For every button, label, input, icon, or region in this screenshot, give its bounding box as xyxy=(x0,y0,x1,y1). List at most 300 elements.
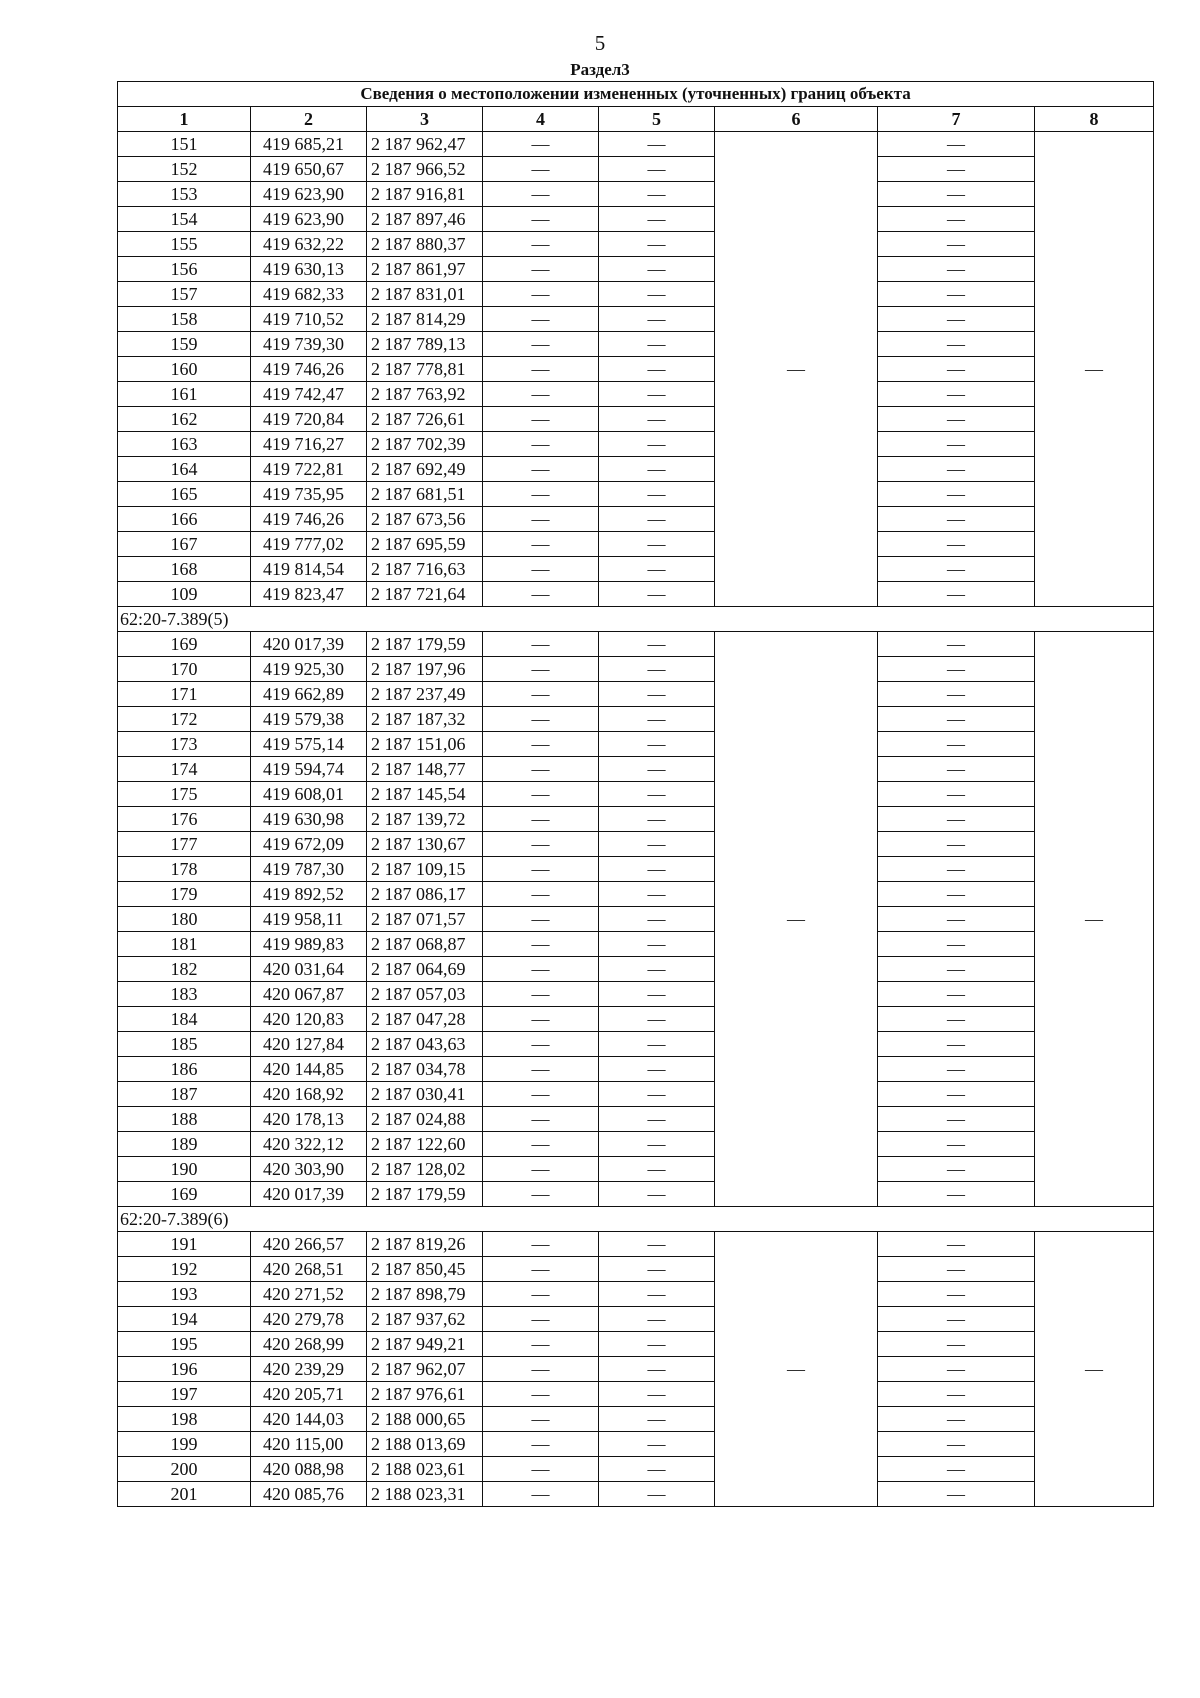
coord-y-cell: 2 187 897,46 xyxy=(367,207,483,232)
table-row xyxy=(118,707,1154,732)
col5-dash-cell: — xyxy=(599,1232,715,1257)
col4-dash-cell: — xyxy=(483,282,599,307)
col5-dash-cell: — xyxy=(599,857,715,882)
table-row xyxy=(118,932,1154,957)
point-number-cell: 171 xyxy=(118,682,251,707)
point-number-cell: 152 xyxy=(118,157,251,182)
coord-x-cell: 419 735,95 xyxy=(251,482,367,507)
col5-dash-cell: — xyxy=(599,957,715,982)
coord-x-cell: 419 787,30 xyxy=(251,857,367,882)
table-row xyxy=(118,432,1154,457)
point-number-cell: 174 xyxy=(118,757,251,782)
col7-dash-cell: — xyxy=(878,707,1035,732)
point-number-cell: 173 xyxy=(118,732,251,757)
table-row xyxy=(118,832,1154,857)
point-number-cell: 187 xyxy=(118,1082,251,1107)
col4-dash-cell: — xyxy=(483,532,599,557)
col7-dash-cell: — xyxy=(878,782,1035,807)
col5-dash-cell: — xyxy=(599,257,715,282)
col7-dash-cell: — xyxy=(878,132,1035,157)
col5-dash-cell: — xyxy=(599,882,715,907)
point-number-cell: 154 xyxy=(118,207,251,232)
point-number-cell: 182 xyxy=(118,957,251,982)
col7-dash-cell: — xyxy=(878,582,1035,607)
point-number-cell: 165 xyxy=(118,482,251,507)
col7-dash-cell: — xyxy=(878,482,1035,507)
coord-x-cell: 419 989,83 xyxy=(251,932,367,957)
col4-dash-cell: — xyxy=(483,257,599,282)
coord-y-cell: 2 187 681,51 xyxy=(367,482,483,507)
col7-dash-cell: — xyxy=(878,407,1035,432)
coord-x-cell: 419 630,13 xyxy=(251,257,367,282)
col5-dash-cell: — xyxy=(599,157,715,182)
col4-dash-cell: — xyxy=(483,732,599,757)
coord-x-cell: 419 925,30 xyxy=(251,657,367,682)
col5-dash-cell: — xyxy=(599,432,715,457)
coord-y-cell: 2 187 024,88 xyxy=(367,1107,483,1132)
coord-x-cell: 419 632,22 xyxy=(251,232,367,257)
table-row xyxy=(118,1157,1154,1182)
point-number-cell: 189 xyxy=(118,1132,251,1157)
col7-dash-cell: — xyxy=(878,1407,1035,1432)
col4-dash-cell: — xyxy=(483,682,599,707)
table-row xyxy=(118,757,1154,782)
coord-x-cell: 420 279,78 xyxy=(251,1307,367,1332)
table-row xyxy=(118,282,1154,307)
point-number-cell: 178 xyxy=(118,857,251,882)
col7-dash-cell: — xyxy=(878,1107,1035,1132)
col4-dash-cell: — xyxy=(483,1332,599,1357)
col4-dash-cell: — xyxy=(483,307,599,332)
col7-dash-cell: — xyxy=(878,232,1035,257)
col7-dash-cell: — xyxy=(878,1257,1035,1282)
col7-dash-cell: — xyxy=(878,1057,1035,1082)
col5-dash-cell: — xyxy=(599,732,715,757)
table-row xyxy=(118,782,1154,807)
coord-x-cell: 419 746,26 xyxy=(251,357,367,382)
col8-merged-cell: — xyxy=(1035,632,1154,1207)
coord-y-cell: 2 187 861,97 xyxy=(367,257,483,282)
coord-y-cell: 2 187 197,96 xyxy=(367,657,483,682)
coord-y-cell: 2 187 880,37 xyxy=(367,232,483,257)
boundary-coordinates-table xyxy=(117,81,1154,1507)
col5-dash-cell: — xyxy=(599,1307,715,1332)
point-number-cell: 151 xyxy=(118,132,251,157)
coord-y-cell: 2 187 179,59 xyxy=(367,1182,483,1207)
col4-dash-cell: — xyxy=(483,1082,599,1107)
col5-dash-cell: — xyxy=(599,282,715,307)
coord-y-cell: 2 187 916,81 xyxy=(367,182,483,207)
coord-x-cell: 419 594,74 xyxy=(251,757,367,782)
table-row xyxy=(118,482,1154,507)
table-row xyxy=(118,507,1154,532)
coord-y-cell: 2 187 086,17 xyxy=(367,882,483,907)
coord-x-cell: 420 144,85 xyxy=(251,1057,367,1082)
col4-dash-cell: — xyxy=(483,1407,599,1432)
col5-dash-cell: — xyxy=(599,1182,715,1207)
col4-dash-cell: — xyxy=(483,1007,599,1032)
table-row xyxy=(118,882,1154,907)
coord-x-cell: 419 958,11 xyxy=(251,907,367,932)
coord-y-cell: 2 188 013,69 xyxy=(367,1432,483,1457)
coord-y-cell: 2 187 068,87 xyxy=(367,932,483,957)
col4-dash-cell: — xyxy=(483,707,599,732)
col4-dash-cell: — xyxy=(483,1032,599,1057)
coord-y-cell: 2 188 000,65 xyxy=(367,1407,483,1432)
table-row xyxy=(118,907,1154,932)
point-number-cell: 160 xyxy=(118,357,251,382)
coord-x-cell: 420 115,00 xyxy=(251,1432,367,1457)
col5-dash-cell: — xyxy=(599,1132,715,1157)
col5-dash-cell: — xyxy=(599,1457,715,1482)
coord-y-cell: 2 187 179,59 xyxy=(367,632,483,657)
coord-x-cell: 419 685,21 xyxy=(251,132,367,157)
col4-dash-cell: — xyxy=(483,482,599,507)
point-number-cell: 175 xyxy=(118,782,251,807)
table-row xyxy=(118,182,1154,207)
table-row xyxy=(118,232,1154,257)
col7-dash-cell: — xyxy=(878,1007,1035,1032)
col4-dash-cell: — xyxy=(483,332,599,357)
coord-x-cell: 420 120,83 xyxy=(251,1007,367,1032)
point-number-cell: 169 xyxy=(118,1182,251,1207)
column-header-row xyxy=(118,107,1154,132)
col5-dash-cell: — xyxy=(599,1257,715,1282)
col7-dash-cell: — xyxy=(878,1032,1035,1057)
coord-x-cell: 419 823,47 xyxy=(251,582,367,607)
point-number-cell: 195 xyxy=(118,1332,251,1357)
coord-x-cell: 419 814,54 xyxy=(251,557,367,582)
col7-dash-cell: — xyxy=(878,257,1035,282)
coord-y-cell: 2 187 148,77 xyxy=(367,757,483,782)
point-number-cell: 158 xyxy=(118,307,251,332)
column-header-5: 5 xyxy=(599,107,715,132)
coord-x-cell: 419 623,90 xyxy=(251,182,367,207)
table-row xyxy=(118,1307,1154,1332)
col7-dash-cell: — xyxy=(878,1157,1035,1182)
col5-dash-cell: — xyxy=(599,657,715,682)
col4-dash-cell: — xyxy=(483,932,599,957)
coord-x-cell: 420 017,39 xyxy=(251,1182,367,1207)
col6-merged-cell: — xyxy=(715,632,878,1207)
coord-y-cell: 2 187 692,49 xyxy=(367,457,483,482)
col4-dash-cell: — xyxy=(483,832,599,857)
coord-x-cell: 419 777,02 xyxy=(251,532,367,557)
col7-dash-cell: — xyxy=(878,882,1035,907)
coord-y-cell: 2 187 043,63 xyxy=(367,1032,483,1057)
coord-y-cell: 2 187 187,32 xyxy=(367,707,483,732)
col4-dash-cell: — xyxy=(483,407,599,432)
point-number-cell: 183 xyxy=(118,982,251,1007)
table-row xyxy=(118,1007,1154,1032)
group-label: 62:20-7.389(5) xyxy=(118,607,1154,632)
col4-dash-cell: — xyxy=(483,582,599,607)
point-number-cell: 188 xyxy=(118,1107,251,1132)
coord-y-cell: 2 187 237,49 xyxy=(367,682,483,707)
col6-merged-cell: — xyxy=(715,1232,878,1507)
col7-dash-cell: — xyxy=(878,282,1035,307)
table-row xyxy=(118,632,1154,657)
coord-x-cell: 420 303,90 xyxy=(251,1157,367,1182)
coord-x-cell: 420 067,87 xyxy=(251,982,367,1007)
col4-dash-cell: — xyxy=(483,982,599,1007)
point-number-cell: 179 xyxy=(118,882,251,907)
point-number-cell: 193 xyxy=(118,1282,251,1307)
coord-y-cell: 2 187 034,78 xyxy=(367,1057,483,1082)
point-number-cell: 162 xyxy=(118,407,251,432)
table-row xyxy=(118,457,1154,482)
coord-x-cell: 419 608,01 xyxy=(251,782,367,807)
table-row xyxy=(118,532,1154,557)
coord-x-cell: 419 575,14 xyxy=(251,732,367,757)
col5-dash-cell: — xyxy=(599,832,715,857)
coord-y-cell: 2 187 130,67 xyxy=(367,832,483,857)
coord-y-cell: 2 187 949,21 xyxy=(367,1332,483,1357)
point-number-cell: 166 xyxy=(118,507,251,532)
col5-dash-cell: — xyxy=(599,1482,715,1507)
col7-dash-cell: — xyxy=(878,1357,1035,1382)
col4-dash-cell: — xyxy=(483,432,599,457)
col5-dash-cell: — xyxy=(599,632,715,657)
col6-merged-cell: — xyxy=(715,132,878,607)
coord-x-cell: 419 579,38 xyxy=(251,707,367,732)
col4-dash-cell: — xyxy=(483,632,599,657)
col5-dash-cell: — xyxy=(599,307,715,332)
table-row xyxy=(118,682,1154,707)
point-number-cell: 185 xyxy=(118,1032,251,1057)
point-number-cell: 184 xyxy=(118,1007,251,1032)
column-header-3: 3 xyxy=(367,107,483,132)
point-number-cell: 191 xyxy=(118,1232,251,1257)
coord-x-cell: 419 672,09 xyxy=(251,832,367,857)
point-number-cell: 167 xyxy=(118,532,251,557)
col8-merged-cell: — xyxy=(1035,1232,1154,1507)
col5-dash-cell: — xyxy=(599,457,715,482)
col5-dash-cell: — xyxy=(599,1082,715,1107)
table-body xyxy=(118,132,1154,1507)
col4-dash-cell: — xyxy=(483,1482,599,1507)
coord-x-cell: 420 239,29 xyxy=(251,1357,367,1382)
table-row xyxy=(118,657,1154,682)
point-number-cell: 190 xyxy=(118,1157,251,1182)
col7-dash-cell: — xyxy=(878,732,1035,757)
point-number-cell: 199 xyxy=(118,1432,251,1457)
col5-dash-cell: — xyxy=(599,482,715,507)
point-number-cell: 157 xyxy=(118,282,251,307)
col4-dash-cell: — xyxy=(483,132,599,157)
table-row xyxy=(118,207,1154,232)
col7-dash-cell: — xyxy=(878,1457,1035,1482)
col4-dash-cell: — xyxy=(483,957,599,982)
table-row xyxy=(118,132,1154,157)
coord-y-cell: 2 187 726,61 xyxy=(367,407,483,432)
coord-x-cell: 420 088,98 xyxy=(251,1457,367,1482)
table-row xyxy=(118,1482,1154,1507)
table-caption-row xyxy=(118,82,1154,107)
col7-dash-cell: — xyxy=(878,1182,1035,1207)
col5-dash-cell: — xyxy=(599,1107,715,1132)
col7-dash-cell: — xyxy=(878,1382,1035,1407)
coord-x-cell: 420 031,64 xyxy=(251,957,367,982)
col4-dash-cell: — xyxy=(483,1107,599,1132)
col4-dash-cell: — xyxy=(483,807,599,832)
col5-dash-cell: — xyxy=(599,1007,715,1032)
col5-dash-cell: — xyxy=(599,1057,715,1082)
col4-dash-cell: — xyxy=(483,507,599,532)
col5-dash-cell: — xyxy=(599,782,715,807)
table-row xyxy=(118,807,1154,832)
col4-dash-cell: — xyxy=(483,1257,599,1282)
point-number-cell: 192 xyxy=(118,1257,251,1282)
col5-dash-cell: — xyxy=(599,1332,715,1357)
coord-x-cell: 419 722,81 xyxy=(251,457,367,482)
coord-y-cell: 2 187 673,56 xyxy=(367,507,483,532)
coord-y-cell: 2 187 966,52 xyxy=(367,157,483,182)
coord-x-cell: 420 178,13 xyxy=(251,1107,367,1132)
col5-dash-cell: — xyxy=(599,532,715,557)
coord-y-cell: 2 187 962,07 xyxy=(367,1357,483,1382)
point-number-cell: 109 xyxy=(118,582,251,607)
coord-x-cell: 419 710,52 xyxy=(251,307,367,332)
table-row xyxy=(118,1057,1154,1082)
table-row xyxy=(118,332,1154,357)
col7-dash-cell: — xyxy=(878,1432,1035,1457)
group-label-row xyxy=(118,607,1154,632)
table-caption: Сведения о местоположении измененных (уточненных) границ объекта xyxy=(118,82,1154,107)
col8-merged-cell: — xyxy=(1035,132,1154,607)
col4-dash-cell: — xyxy=(483,557,599,582)
col7-dash-cell: — xyxy=(878,957,1035,982)
point-number-cell: 186 xyxy=(118,1057,251,1082)
col4-dash-cell: — xyxy=(483,182,599,207)
coord-x-cell: 419 650,67 xyxy=(251,157,367,182)
col7-dash-cell: — xyxy=(878,1282,1035,1307)
coord-y-cell: 2 187 064,69 xyxy=(367,957,483,982)
coord-x-cell: 420 268,99 xyxy=(251,1332,367,1357)
coord-x-cell: 420 127,84 xyxy=(251,1032,367,1057)
coord-y-cell: 2 187 109,15 xyxy=(367,857,483,882)
col7-dash-cell: — xyxy=(878,1132,1035,1157)
col4-dash-cell: — xyxy=(483,157,599,182)
table-row xyxy=(118,1032,1154,1057)
coord-y-cell: 2 187 128,02 xyxy=(367,1157,483,1182)
column-header-8: 8 xyxy=(1035,107,1154,132)
col5-dash-cell: — xyxy=(599,182,715,207)
group-label: 62:20-7.389(6) xyxy=(118,1207,1154,1232)
coord-x-cell: 419 682,33 xyxy=(251,282,367,307)
point-number-cell: 169 xyxy=(118,632,251,657)
col4-dash-cell: — xyxy=(483,882,599,907)
coord-x-cell: 419 742,47 xyxy=(251,382,367,407)
coord-x-cell: 420 144,03 xyxy=(251,1407,367,1432)
col5-dash-cell: — xyxy=(599,207,715,232)
coord-y-cell: 2 187 145,54 xyxy=(367,782,483,807)
group-label-row xyxy=(118,1207,1154,1232)
col7-dash-cell: — xyxy=(878,182,1035,207)
col7-dash-cell: — xyxy=(878,1332,1035,1357)
col4-dash-cell: — xyxy=(483,1132,599,1157)
coord-x-cell: 419 892,52 xyxy=(251,882,367,907)
table-row xyxy=(118,1132,1154,1157)
col7-dash-cell: — xyxy=(878,932,1035,957)
table-row xyxy=(118,857,1154,882)
col7-dash-cell: — xyxy=(878,982,1035,1007)
point-number-cell: 180 xyxy=(118,907,251,932)
coord-x-cell: 419 720,84 xyxy=(251,407,367,432)
coord-y-cell: 2 187 721,64 xyxy=(367,582,483,607)
coord-y-cell: 2 187 695,59 xyxy=(367,532,483,557)
coord-y-cell: 2 187 047,28 xyxy=(367,1007,483,1032)
point-number-cell: 163 xyxy=(118,432,251,457)
table-row xyxy=(118,257,1154,282)
col4-dash-cell: — xyxy=(483,1157,599,1182)
coord-y-cell: 2 187 819,26 xyxy=(367,1232,483,1257)
coord-y-cell: 2 187 976,61 xyxy=(367,1382,483,1407)
col7-dash-cell: — xyxy=(878,507,1035,532)
table-row xyxy=(118,382,1154,407)
col7-dash-cell: — xyxy=(878,207,1035,232)
point-number-cell: 201 xyxy=(118,1482,251,1507)
table-row xyxy=(118,957,1154,982)
coord-x-cell: 420 322,12 xyxy=(251,1132,367,1157)
table-row xyxy=(118,407,1154,432)
col5-dash-cell: — xyxy=(599,707,715,732)
point-number-cell: 196 xyxy=(118,1357,251,1382)
col4-dash-cell: — xyxy=(483,232,599,257)
col5-dash-cell: — xyxy=(599,1157,715,1182)
table-row xyxy=(118,1407,1154,1432)
col4-dash-cell: — xyxy=(483,1232,599,1257)
coord-x-cell: 420 271,52 xyxy=(251,1282,367,1307)
coord-x-cell: 419 662,89 xyxy=(251,682,367,707)
point-number-cell: 197 xyxy=(118,1382,251,1407)
table-row xyxy=(118,982,1154,1007)
col5-dash-cell: — xyxy=(599,407,715,432)
coord-y-cell: 2 187 831,01 xyxy=(367,282,483,307)
point-number-cell: 168 xyxy=(118,557,251,582)
point-number-cell: 170 xyxy=(118,657,251,682)
coord-y-cell: 2 188 023,61 xyxy=(367,1457,483,1482)
coord-y-cell: 2 187 962,47 xyxy=(367,132,483,157)
col4-dash-cell: — xyxy=(483,1182,599,1207)
coord-y-cell: 2 187 814,29 xyxy=(367,307,483,332)
col5-dash-cell: — xyxy=(599,382,715,407)
point-number-cell: 155 xyxy=(118,232,251,257)
point-number-cell: 176 xyxy=(118,807,251,832)
coord-y-cell: 2 187 850,45 xyxy=(367,1257,483,1282)
column-header-6: 6 xyxy=(715,107,878,132)
coord-x-cell: 419 746,26 xyxy=(251,507,367,532)
col7-dash-cell: — xyxy=(878,157,1035,182)
col7-dash-cell: — xyxy=(878,357,1035,382)
coord-y-cell: 2 187 057,03 xyxy=(367,982,483,1007)
point-number-cell: 159 xyxy=(118,332,251,357)
col7-dash-cell: — xyxy=(878,457,1035,482)
table-row xyxy=(118,1107,1154,1132)
col5-dash-cell: — xyxy=(599,932,715,957)
col7-dash-cell: — xyxy=(878,557,1035,582)
col5-dash-cell: — xyxy=(599,507,715,532)
point-number-cell: 164 xyxy=(118,457,251,482)
coord-y-cell: 2 187 716,63 xyxy=(367,557,483,582)
coord-y-cell: 2 187 151,06 xyxy=(367,732,483,757)
col4-dash-cell: — xyxy=(483,907,599,932)
col7-dash-cell: — xyxy=(878,807,1035,832)
coord-x-cell: 420 168,92 xyxy=(251,1082,367,1107)
column-header-1: 1 xyxy=(118,107,251,132)
point-number-cell: 156 xyxy=(118,257,251,282)
col5-dash-cell: — xyxy=(599,757,715,782)
